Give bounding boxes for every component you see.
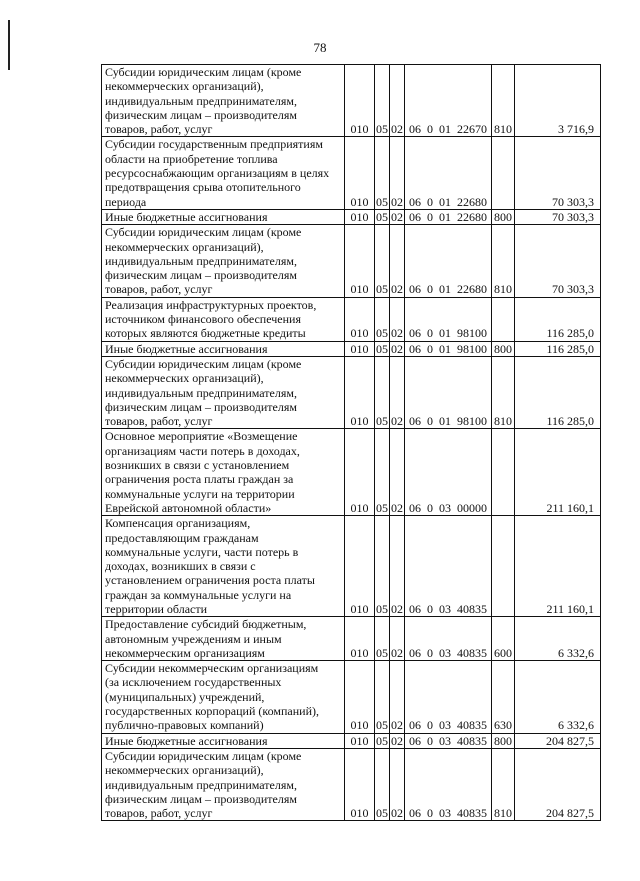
tsr-parts — [407, 282, 489, 296]
description-line: индивидуальным предпринимателям, — [105, 253, 297, 268]
description-line: товаров, работ, услуг — [105, 122, 213, 137]
vr-code — [492, 429, 515, 516]
vr-code: 800 — [492, 341, 515, 356]
tsr-part: 40835 — [457, 718, 487, 733]
budget-table — [101, 64, 601, 821]
description-line: источником финансового обеспечения — [105, 312, 301, 327]
tsr-parts — [407, 195, 489, 209]
tsr-parts — [407, 122, 489, 136]
tsr-code — [405, 225, 492, 297]
amount: 116 285,0 — [515, 356, 601, 428]
rz-code: 05 — [375, 225, 390, 297]
gr-code: 010 — [345, 429, 375, 516]
table-row — [102, 341, 601, 356]
tsr-code — [405, 356, 492, 428]
tsr-code — [405, 733, 492, 748]
pr-code: 02 — [390, 516, 405, 617]
tsr-part: 40835 — [457, 733, 487, 748]
pr-code: 02 — [391, 733, 403, 748]
tsr-part: 0 — [427, 806, 433, 821]
amount: 116 285,0 — [515, 341, 601, 356]
tsr-part: 0 — [427, 209, 433, 224]
table-row — [102, 65, 601, 137]
tsr-part: 01 — [439, 194, 451, 209]
description-line: периода — [105, 194, 147, 209]
tsr-part: 40835 — [457, 601, 487, 616]
description-line: территории области — [105, 601, 208, 616]
description-line: Субсидии юридическим лицам (кроме — [105, 748, 302, 763]
tsr-part: 06 — [409, 282, 421, 297]
description-line: Субсидии некоммерческим организациям — [105, 661, 319, 676]
table-body — [102, 65, 601, 821]
rz-code: 05 — [375, 356, 390, 428]
gr-code: 010 — [345, 516, 375, 617]
description-line: некоммерческим организациям — [105, 645, 265, 660]
table-row — [102, 516, 601, 617]
description-line: физическим лицам – производителям — [105, 791, 297, 806]
vr-code — [492, 137, 515, 209]
tsr-part: 0 — [427, 414, 433, 429]
amount: 70 303,3 — [515, 137, 601, 209]
description-line: индивидуальным предпринимателям, — [105, 777, 297, 792]
gr-code: 010 — [345, 209, 375, 224]
description-line: Иные бюджетные ассигнования — [105, 733, 268, 748]
rz-code: 05 — [375, 748, 390, 820]
amount: 204 827,5 — [515, 733, 601, 748]
tsr-code — [405, 297, 492, 341]
tsr-part: 06 — [409, 194, 421, 209]
amount: 70 303,3 — [515, 209, 601, 224]
description-line: ресурсоснабжающим организациям в целях — [105, 166, 330, 181]
vr-code: 630 — [492, 661, 515, 733]
tsr-part: 22680 — [457, 194, 487, 209]
description-line: ограничения роста платы граждан за — [105, 472, 294, 487]
row-description — [102, 733, 345, 748]
pr-code: 02 — [390, 617, 405, 661]
gr-code: 010 — [345, 733, 375, 748]
tsr-part: 06 — [409, 500, 421, 515]
amount: 204 827,5 — [515, 748, 601, 820]
description-line: физическим лицам – производителям — [105, 268, 297, 283]
tsr-code — [405, 65, 492, 137]
vr-code: 810 — [492, 748, 515, 820]
gr-code: 010 — [345, 297, 375, 341]
description-line: Субсидии юридическим лицам (кроме — [105, 356, 302, 371]
rz-code: 05 — [375, 617, 390, 661]
rz-code: 05 — [375, 297, 390, 341]
vr-code: 600 — [492, 617, 515, 661]
tsr-part: 0 — [427, 194, 433, 209]
description-line: (за исключением государственных — [105, 675, 282, 690]
tsr-part: 0 — [427, 718, 433, 733]
tsr-part: 06 — [409, 414, 421, 429]
tsr-parts — [407, 342, 489, 356]
vr-code: 810 — [492, 225, 515, 297]
table-row — [102, 661, 601, 733]
description-line: возникших в связи с установлением — [105, 458, 290, 473]
tsr-part: 01 — [439, 341, 451, 356]
tsr-parts — [407, 718, 489, 732]
table-row — [102, 209, 601, 224]
tsr-code — [405, 516, 492, 617]
description-line: доходах, возникших в связи с — [105, 559, 256, 574]
vr-code: 810 — [492, 65, 515, 137]
tsr-code — [405, 341, 492, 356]
tsr-part: 06 — [409, 645, 421, 660]
description-line: установлением ограничения роста платы — [105, 573, 315, 588]
gr-code: 010 — [345, 225, 375, 297]
amount: 211 160,1 — [515, 429, 601, 516]
description-line: некоммерческих организаций), — [105, 371, 264, 386]
description-line: предоставляющим гражданам — [105, 530, 259, 545]
tsr-parts — [407, 602, 489, 616]
amount: 211 160,1 — [515, 516, 601, 617]
tsr-part: 06 — [409, 601, 421, 616]
description-line: организациям части потерь в доходах, — [105, 443, 300, 458]
description-line: Еврейской автономной области» — [105, 500, 272, 515]
pr-code: 02 — [390, 748, 405, 820]
amount: 70 303,3 — [515, 225, 601, 297]
pr-code: 02 — [390, 356, 405, 428]
tsr-part: 98100 — [457, 341, 487, 356]
row-description — [102, 341, 345, 356]
tsr-part: 06 — [409, 326, 421, 341]
pr-code: 02 — [391, 341, 403, 356]
row-description — [102, 661, 345, 733]
tsr-part: 22670 — [457, 122, 487, 137]
pr-code: 02 — [390, 661, 405, 733]
tsr-part: 98100 — [457, 326, 487, 341]
tsr-part: 06 — [409, 209, 421, 224]
gr-code: 010 — [345, 65, 375, 137]
tsr-code — [405, 137, 492, 209]
row-description — [102, 748, 345, 820]
description-line: государственных корпораций (компаний), — [105, 704, 319, 719]
description-line: Субсидии государственным предприятиям — [105, 137, 323, 152]
tsr-part: 01 — [439, 326, 451, 341]
tsr-part: 03 — [439, 500, 451, 515]
tsr-part: 01 — [439, 414, 451, 429]
tsr-code — [405, 429, 492, 516]
tsr-code — [405, 209, 492, 224]
tsr-parts — [407, 210, 489, 224]
description-line: индивидуальным предпринимателям, — [105, 385, 297, 400]
tsr-part: 0 — [427, 341, 433, 356]
tsr-part: 03 — [439, 806, 451, 821]
description-line: Предоставление субсидий бюджетным, — [105, 617, 307, 632]
tsr-code — [405, 617, 492, 661]
row-description — [102, 429, 345, 516]
description-line: области на приобретение топлива — [105, 151, 278, 166]
amount: 116 285,0 — [515, 297, 601, 341]
row-description — [102, 225, 345, 297]
pr-code: 02 — [390, 429, 405, 516]
description-line: физическим лицам – производителям — [105, 399, 297, 414]
table-row — [102, 429, 601, 516]
tsr-code — [405, 661, 492, 733]
tsr-part: 03 — [439, 601, 451, 616]
table-row — [102, 225, 601, 297]
description-line: которых являются бюджетные кредиты — [105, 326, 306, 341]
pr-code: 02 — [390, 225, 405, 297]
tsr-part: 06 — [409, 122, 421, 137]
description-line: Компенсация организациям, — [105, 516, 251, 531]
tsr-part: 22680 — [457, 209, 487, 224]
rz-code: 05 — [375, 65, 390, 137]
pr-code: 02 — [390, 137, 405, 209]
vr-code — [492, 516, 515, 617]
description-line: некоммерческих организаций), — [105, 239, 264, 254]
rz-code: 05 — [375, 661, 390, 733]
tsr-parts — [407, 646, 489, 660]
vr-code — [492, 297, 515, 341]
rz-code: 05 — [376, 341, 388, 356]
tsr-code — [405, 748, 492, 820]
pr-code: 02 — [390, 65, 405, 137]
pr-code: 02 — [390, 297, 405, 341]
tsr-part: 40835 — [457, 645, 487, 660]
description-line: Иные бюджетные ассигнования — [105, 209, 268, 224]
rz-code: 05 — [376, 733, 388, 748]
rz-code: 05 — [375, 516, 390, 617]
tsr-part: 0 — [427, 601, 433, 616]
table-row — [102, 733, 601, 748]
tsr-parts — [407, 326, 489, 340]
tsr-part: 98100 — [457, 414, 487, 429]
gr-code: 010 — [345, 617, 375, 661]
tsr-part: 03 — [439, 645, 451, 660]
table-row — [102, 617, 601, 661]
description-line: Реализация инфраструктурных проектов, — [105, 297, 317, 312]
tsr-part: 0 — [427, 326, 433, 341]
gr-code: 010 — [345, 137, 375, 209]
description-line: граждан за коммунальные услуги на — [105, 587, 292, 602]
description-line: предотвращения срыва отопительного — [105, 180, 301, 195]
tsr-part: 06 — [409, 733, 421, 748]
tsr-part: 0 — [427, 500, 433, 515]
description-line: товаров, работ, услуг — [105, 414, 213, 429]
description-line: товаров, работ, услуг — [105, 282, 213, 297]
tsr-part: 0 — [427, 122, 433, 137]
description-line: некоммерческих организаций), — [105, 763, 264, 778]
amount: 6 332,6 — [515, 661, 601, 733]
tsr-part: 22680 — [457, 282, 487, 297]
description-line: Субсидии юридическим лицам (кроме — [105, 65, 302, 79]
tsr-parts — [407, 501, 489, 515]
description-line: автономным учреждениям и иным — [105, 631, 282, 646]
tsr-parts — [407, 414, 489, 428]
rz-code: 05 — [375, 137, 390, 209]
table-row — [102, 356, 601, 428]
description-line: некоммерческих организаций), — [105, 79, 264, 94]
description-line: публично-правовых компаний) — [105, 718, 264, 733]
tsr-part: 0 — [427, 733, 433, 748]
description-line: физическим лицам – производителям — [105, 107, 297, 122]
tsr-part: 40835 — [457, 806, 487, 821]
tsr-part: 03 — [439, 718, 451, 733]
description-line: Основное мероприятие «Возмещение — [105, 429, 298, 444]
gr-code: 010 — [345, 748, 375, 820]
tsr-parts — [407, 806, 489, 820]
table-row — [102, 137, 601, 209]
tsr-part: 01 — [439, 209, 451, 224]
amount: 6 332,6 — [515, 617, 601, 661]
rz-code: 05 — [375, 429, 390, 516]
amount: 3 716,9 — [515, 65, 601, 137]
tsr-part: 03 — [439, 733, 451, 748]
row-description — [102, 516, 345, 617]
pr-code: 02 — [391, 209, 403, 224]
row-description — [102, 137, 345, 209]
tsr-part: 06 — [409, 341, 421, 356]
tsr-part: 0 — [427, 282, 433, 297]
row-description — [102, 617, 345, 661]
vr-code: 800 — [492, 733, 515, 748]
tsr-part: 00000 — [457, 500, 487, 515]
description-line: Иные бюджетные ассигнования — [105, 341, 268, 356]
row-description — [102, 65, 345, 137]
tsr-parts — [407, 734, 489, 748]
page-number: 78 — [313, 40, 327, 55]
vr-code: 810 — [492, 356, 515, 428]
tsr-part: 06 — [409, 806, 421, 821]
table-row — [102, 297, 601, 341]
description-line: Субсидии юридическим лицам (кроме — [105, 225, 302, 240]
rz-code: 05 — [376, 209, 388, 224]
description-line: коммунальные услуги на территории — [105, 486, 295, 501]
table-row — [102, 748, 601, 820]
description-line: коммунальные услуги, части потерь в — [105, 544, 299, 559]
description-line: индивидуальным предпринимателям, — [105, 93, 297, 108]
description-line: (муниципальных) учреждений, — [105, 689, 265, 704]
row-description — [102, 297, 345, 341]
vr-code: 800 — [492, 209, 515, 224]
gr-code: 010 — [345, 356, 375, 428]
tsr-part: 0 — [427, 645, 433, 660]
row-description — [102, 356, 345, 428]
description-line: товаров, работ, услуг — [105, 806, 213, 821]
gr-code: 010 — [345, 661, 375, 733]
row-description — [102, 209, 345, 224]
tsr-part: 01 — [439, 282, 451, 297]
tsr-part: 06 — [409, 718, 421, 733]
tsr-part: 01 — [439, 122, 451, 137]
gr-code: 010 — [345, 341, 375, 356]
